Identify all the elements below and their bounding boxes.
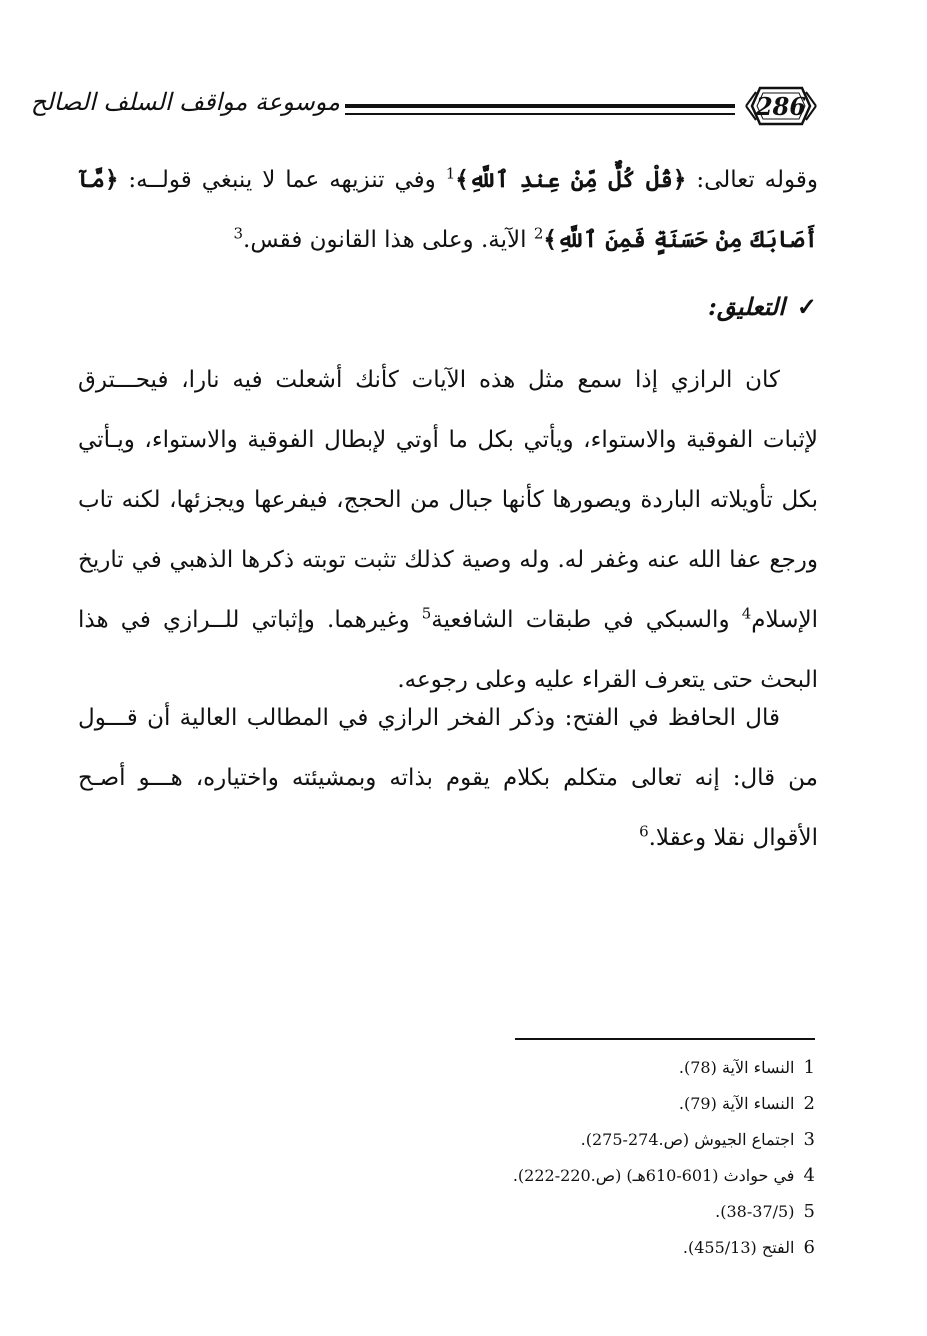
paragraph-1 bbox=[78, 150, 818, 270]
footnote-separator bbox=[515, 1038, 815, 1040]
footnote-text: في حوادث (601-610هـ) (ص.220-222). bbox=[512, 1166, 795, 1185]
footnote-ref-6[interactable]: 6 bbox=[639, 822, 649, 841]
footnote-item bbox=[315, 1194, 815, 1230]
footnote-number: 3 bbox=[803, 1129, 815, 1150]
footnote-number: 2 bbox=[803, 1093, 815, 1114]
p2-text-before: كان الرازي إذا سمع مثل هذه الآيات كأنك أشعلت فيه نارا، فيحـــترق لإثبات الفوقية والاستواء، ويأتي بكل ما أوتي لإبطال الفوقية والاستواء، ويـأتي بكل تأويلاته الباردة ويصورها كأنها جبال من الحجج، فيفرعها ويجزئها، لكنه تاب ورجع عفا الله عنه وغفر له. وله وصية كذلك تثبت توبته ذكرها الذهبي في تاريخ الإسلام bbox=[78, 367, 819, 633]
paragraph-3 bbox=[78, 688, 818, 868]
heading-text: التعليق: bbox=[708, 292, 785, 321]
footnote-number: 5 bbox=[803, 1201, 815, 1222]
header-rule-thin bbox=[345, 113, 735, 115]
p2-text-after: وغيرهما. وإثباتي للــرازي في هذا البحث حتى يتعرف القراء عليه وعلى رجوعه. bbox=[78, 607, 818, 693]
footnote-item bbox=[315, 1086, 815, 1122]
footnote-text: النساء الآية (78). bbox=[678, 1058, 795, 1077]
footnote-item bbox=[315, 1122, 815, 1158]
page-number-badge bbox=[742, 84, 820, 128]
footnote-ref-3[interactable]: 3 bbox=[233, 224, 244, 243]
book-title: موسوعة مواقف السلف الصالح bbox=[30, 88, 340, 116]
footnote-text: النساء الآية (79). bbox=[678, 1094, 795, 1113]
footnote-text: اجتماع الجيوش (ص.274-275). bbox=[580, 1130, 795, 1149]
p1-text-before: وقوله تعالى: bbox=[686, 167, 818, 193]
footnote-number: 6 bbox=[803, 1237, 815, 1258]
page-header bbox=[30, 82, 830, 134]
footnote-item bbox=[315, 1230, 815, 1266]
checkmark-icon: ✓ bbox=[796, 292, 817, 321]
section-heading bbox=[708, 292, 817, 321]
footnote-number: 4 bbox=[803, 1165, 815, 1186]
footnotes bbox=[315, 1050, 815, 1266]
paragraph-2 bbox=[78, 350, 818, 710]
header-rule-thick bbox=[345, 104, 735, 108]
footnote-number: 1 bbox=[803, 1057, 815, 1078]
footnote-text: الفتح (455/13). bbox=[682, 1238, 795, 1257]
quran-verse-2: ﴿مَّآ أَصَابَكَ مِنْ حَسَنَةٍ فَمِنَ ٱللَّهِ﴾ bbox=[78, 166, 818, 253]
footnote-item bbox=[315, 1050, 815, 1086]
p2-text-middle: والسبكي في طبقات الشافعية bbox=[431, 607, 742, 633]
quran-verse-1: ﴿قُلْ كُلٌّ مِّنْ عِندِ ٱللَّهِ﴾ bbox=[455, 166, 687, 193]
footnote-ref-4[interactable]: 4 bbox=[741, 604, 752, 623]
p3-text: قال الحافظ في الفتح: وذكر الفخر الرازي في المطالب العالية أن قـــول من قال: إنه تعالى متكلم بكلام يقوم بذاته وبمشيئته واختياره، هـــو أصـح الأقوال نقلا وعقلا. bbox=[78, 705, 818, 851]
page-number: 286 bbox=[755, 92, 807, 121]
footnote-ref-1[interactable]: 1 bbox=[445, 164, 456, 183]
p1-text-middle: وفي تنزيهه عما لا ينبغي قولــه: bbox=[118, 167, 446, 193]
footnote-ref-2[interactable]: 2 bbox=[533, 224, 544, 243]
p1-text-after: الآية. وعلى هذا القانون فقس. bbox=[243, 227, 534, 253]
footnote-ref-5[interactable]: 5 bbox=[421, 604, 432, 623]
footnote-text: (38-37/5). bbox=[715, 1202, 795, 1221]
footnote-item bbox=[315, 1158, 815, 1194]
